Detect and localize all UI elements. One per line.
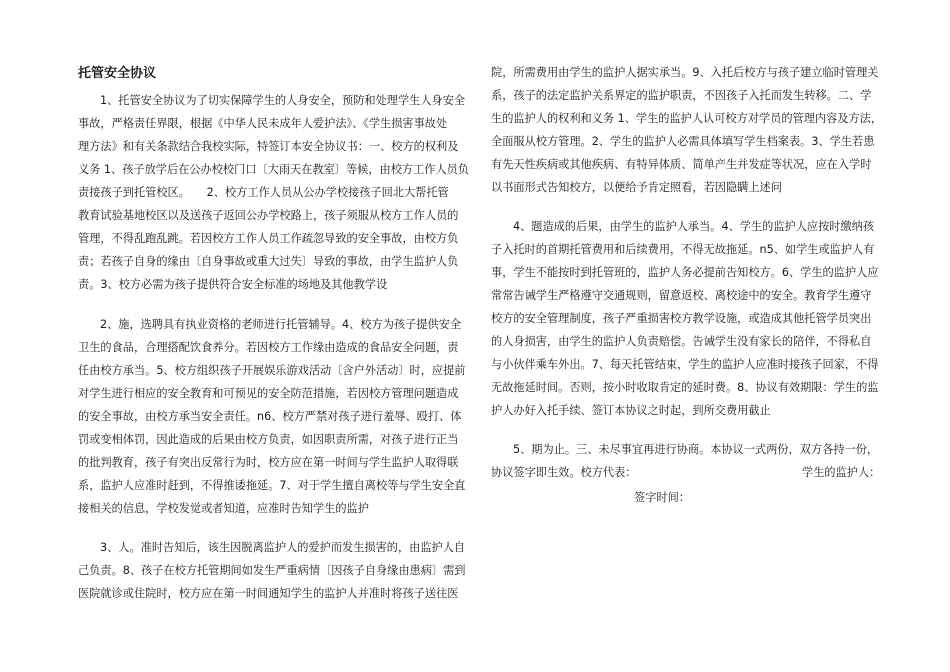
paragraph-line: 护人办好入托手续、签订本协议之时起，到所交费用截止 [491, 404, 771, 417]
paragraph-line: 系，监护人应准时赶到，不得推诿拖延。7、对于学生擅自离校等与学生安全直 [78, 479, 466, 492]
paragraph-line: 的安全事故，由校方承当安全责任。n6、校方严禁对孩子进行羞辱、殴打、体 [78, 410, 462, 423]
document-title: 托管安全协议 [78, 66, 157, 81]
signature-time-label: 签字时间： [634, 491, 690, 504]
paragraph-line: 义务 1、孩子放学后在公办校校门口〔大雨天在教室〕等候，由校方工作人员负 [78, 163, 470, 176]
paragraph-line: 己负责。8、孩子在校方托管期间如发生严重病情〔因孩子自身缘由患病〕需到 [78, 564, 466, 577]
paragraph-line: 责。3、校方必需为孩子提供符合安全标准的场地及其他教学设 [78, 278, 388, 291]
paragraph-line: 系，孩子的法定监护关系界定的监护职责，不因孩子入托而发生转移。二、学 [491, 89, 872, 102]
paragraph-line: 无故拖延时间。否则，按小时收取肯定的延时费。8、协议有效期限：学生的监 [491, 381, 879, 394]
paragraph-line: 2、施，选聘具有执业资格的老师进行托管辅导。4、校方为孩子提供安全 [100, 318, 462, 331]
paragraph-line: 校方的安全管理制度，孩子严重损害校方教学设施，或造成其他托管学员突出 [491, 312, 872, 325]
paragraph-line: 常常告诫学生严格遵守交通规则，留意返校、离校途中的安全。教育学生遵守 [491, 289, 872, 302]
paragraph-line: 责；若孩子自身的缘由〔自身事故或重大过失〕导致的事故，由学生监护人负 [78, 255, 459, 268]
paragraph-line: 接相关的信息，学校发觉或者知道，应准时告知学生的监护 [78, 502, 369, 515]
paragraph-line: 子入托时的首期托管费用和后续费用，不得无故拖延。n5、如学生或监护人有 [491, 243, 875, 256]
paragraph-line: 协议签字即生效。校方代表： [491, 466, 637, 479]
paragraph-line: 4、题造成的后果，由学生的监护人承当。4、学生的监护人应按时缴纳孩 [513, 220, 875, 233]
paragraph-line: 与小伙伴乘车外出。7、每天托管结束，学生的监护人应准时接孩子回家，不得 [491, 358, 879, 371]
paragraph-line: 生的监护人的权利和义务 1、学生的监护人认可校方对学员的管理内容及方法， [491, 112, 883, 125]
paragraph-line: 5、期为止。三、未尽事宜再进行协商。本协议一式两份，双方各持一份， [513, 443, 879, 456]
paragraph-line: 1、托管安全协议为了切实保障学生的人身安全，预防和处理学生人身安全 [100, 94, 466, 107]
paragraph-line: 3、人。准时告知后，该生因脱离监护人的爱护而发生损害的，由监护人自 [100, 541, 466, 554]
paragraph-line: 罚或变相体罚，因此造成的后果由校方负责，如因职责所需，对孩子进行正当 [78, 433, 459, 446]
paragraph-line: 有先天性疾病或其他疾病、有特异体质、简单产生并发症等状况，应在入学时 [491, 158, 872, 171]
paragraph-line: 的批判教育，孩子有突出反常行为时，校方应在第一时间与学生监护人取得联 [78, 456, 459, 469]
paragraph-line: 对学生进行相应的安全教育和可预见的安全防范措施，若因校方管理问题造成 [78, 387, 459, 400]
paragraph-line: 以书面形式告知校方，以便给予肯定照看，若因隐瞒上述问 [491, 181, 782, 194]
paragraph-line: 医院就诊或住院时，校方应在第一时间通知学生的监护人并准时将孩子送往医 [78, 587, 459, 600]
paragraph-line: 院，所需费用由学生的监护人据实承当。9、入托后校方与孩子建立临时管理关 [491, 66, 879, 79]
paragraph-line: 管理，不得乱跑乱跳。若因校方工作人员工作疏忽导致的安全事故，由校方负 [78, 232, 459, 245]
paragraph-line: 事，学生不能按时到托管班的，监护人务必提前告知校方。6、学生的监护人应 [491, 266, 879, 279]
paragraph-line: 责接孩子到托管校区。 2、校方工作人员从公办学校接孩子回北大帮托管 [78, 186, 449, 199]
paragraph-line: 的人身损害，由学生的监护人负责赔偿。告诫学生没有家长的陪伴，不得私自 [491, 335, 872, 348]
paragraph-line: 全面服从校方管理。2、学生的监护人必需具体填写学生档案表。3、学生若患 [491, 135, 875, 148]
guardian-signature-label: 学生的监护人： [802, 466, 881, 479]
paragraph-line: 理方法》和有关条款结合我校实际，特签订本安全协议书：一、校方的权利及 [78, 140, 459, 153]
paragraph-line: 事故，严格责任界限，根据《中华人民未成年人爱护法》、《学生损害事故处 [78, 117, 448, 130]
paragraph-line: 教育试验基地校区以及送孩子返回公办学校路上，孩子须服从校方工作人员的 [78, 209, 459, 222]
paragraph-line: 卫生的食品，合理搭配饮食养分。若因校方工作缘由造成的食品安全问题，责 [78, 341, 459, 354]
paragraph-line: 任由校方承当。5、校方组织孩子开展娱乐游戏活动〔含户外活动〕时，应提前 [78, 364, 466, 377]
